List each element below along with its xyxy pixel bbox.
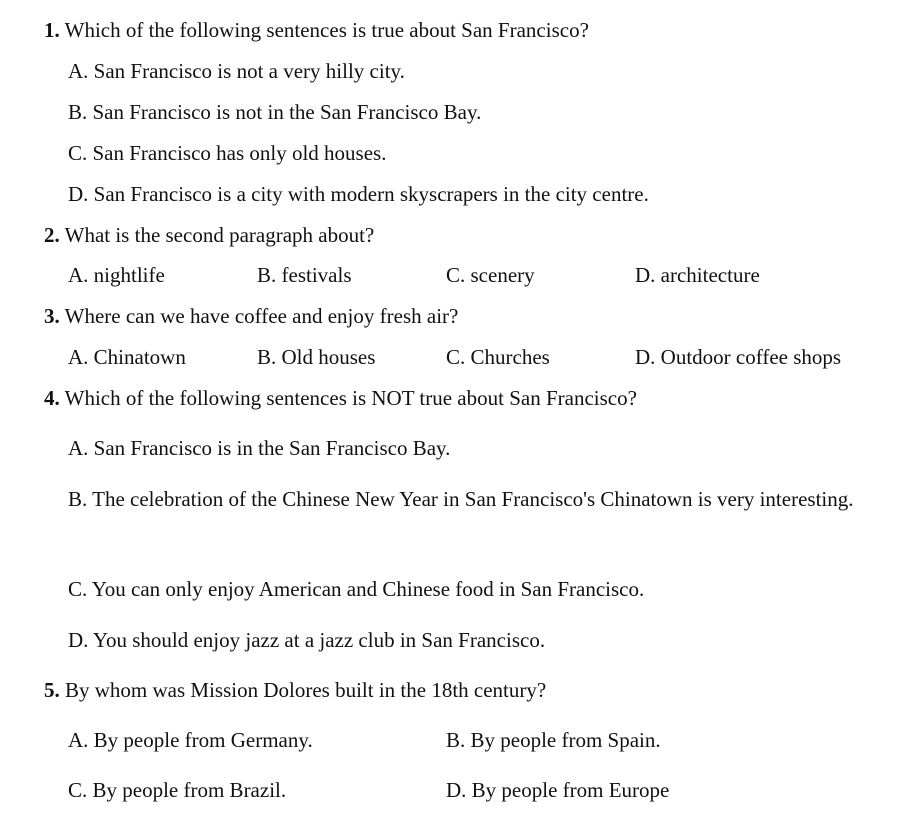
- question-text: What is the second paragraph about?: [64, 223, 375, 247]
- question-text: Which of the following sentences is true about San Francisco?: [64, 18, 589, 42]
- option-2b: B. festivals: [257, 263, 352, 287]
- option-2c: C. scenery: [446, 263, 535, 287]
- option-5b: B. By people from Spain.: [446, 728, 661, 752]
- option-4a: A. San Francisco is in the San Francisco Bay.: [68, 436, 451, 460]
- question-5: [44, 677, 546, 703]
- option-3b: B. Old houses: [257, 345, 376, 369]
- option-1d: D. San Francisco is a city with modern skyscrapers in the city centre.: [68, 182, 649, 206]
- question-1: [44, 17, 589, 43]
- option-2d: D. architecture: [635, 263, 760, 287]
- option-1b: B. San Francisco is not in the San Francisco Bay.: [68, 100, 482, 124]
- question-number: 1.: [44, 18, 60, 42]
- option-3d: D. Outdoor coffee shops: [635, 345, 842, 369]
- option-5c: C. By people from Brazil.: [68, 778, 287, 802]
- question-text: Where can we have coffee and enjoy fresh air?: [64, 304, 459, 328]
- option-4d: D. You should enjoy jazz at a jazz club in San Francisco.: [68, 628, 546, 652]
- option-3a: A. Chinatown: [68, 345, 186, 369]
- question-text: By whom was Mission Dolores built in the 18th century?: [65, 678, 547, 702]
- question-number: 5.: [44, 678, 60, 702]
- question-number: 3.: [44, 304, 60, 328]
- question-text: Which of the following sentences is NOT true about San Francisco?: [64, 386, 637, 410]
- option-2a: A. nightlife: [68, 263, 165, 287]
- option-4c: C. You can only enjoy American and Chinese food in San Francisco.: [68, 577, 645, 601]
- option-1c: C. San Francisco has only old houses.: [68, 141, 387, 165]
- question-number: 4.: [44, 386, 60, 410]
- option-4b: B. The celebration of the Chinese New Year in San Francisco's Chinatown is very interesting.: [68, 487, 854, 511]
- option-5d: D. By people from Europe: [446, 778, 670, 802]
- option-5a: A. By people from Germany.: [68, 728, 313, 752]
- option-1a: A. San Francisco is not a very hilly city.: [68, 59, 405, 83]
- option-3c: C. Churches: [446, 345, 550, 369]
- question-number: 2.: [44, 223, 60, 247]
- question-3: [44, 303, 458, 329]
- question-2: [44, 222, 374, 248]
- question-4: [44, 385, 637, 411]
